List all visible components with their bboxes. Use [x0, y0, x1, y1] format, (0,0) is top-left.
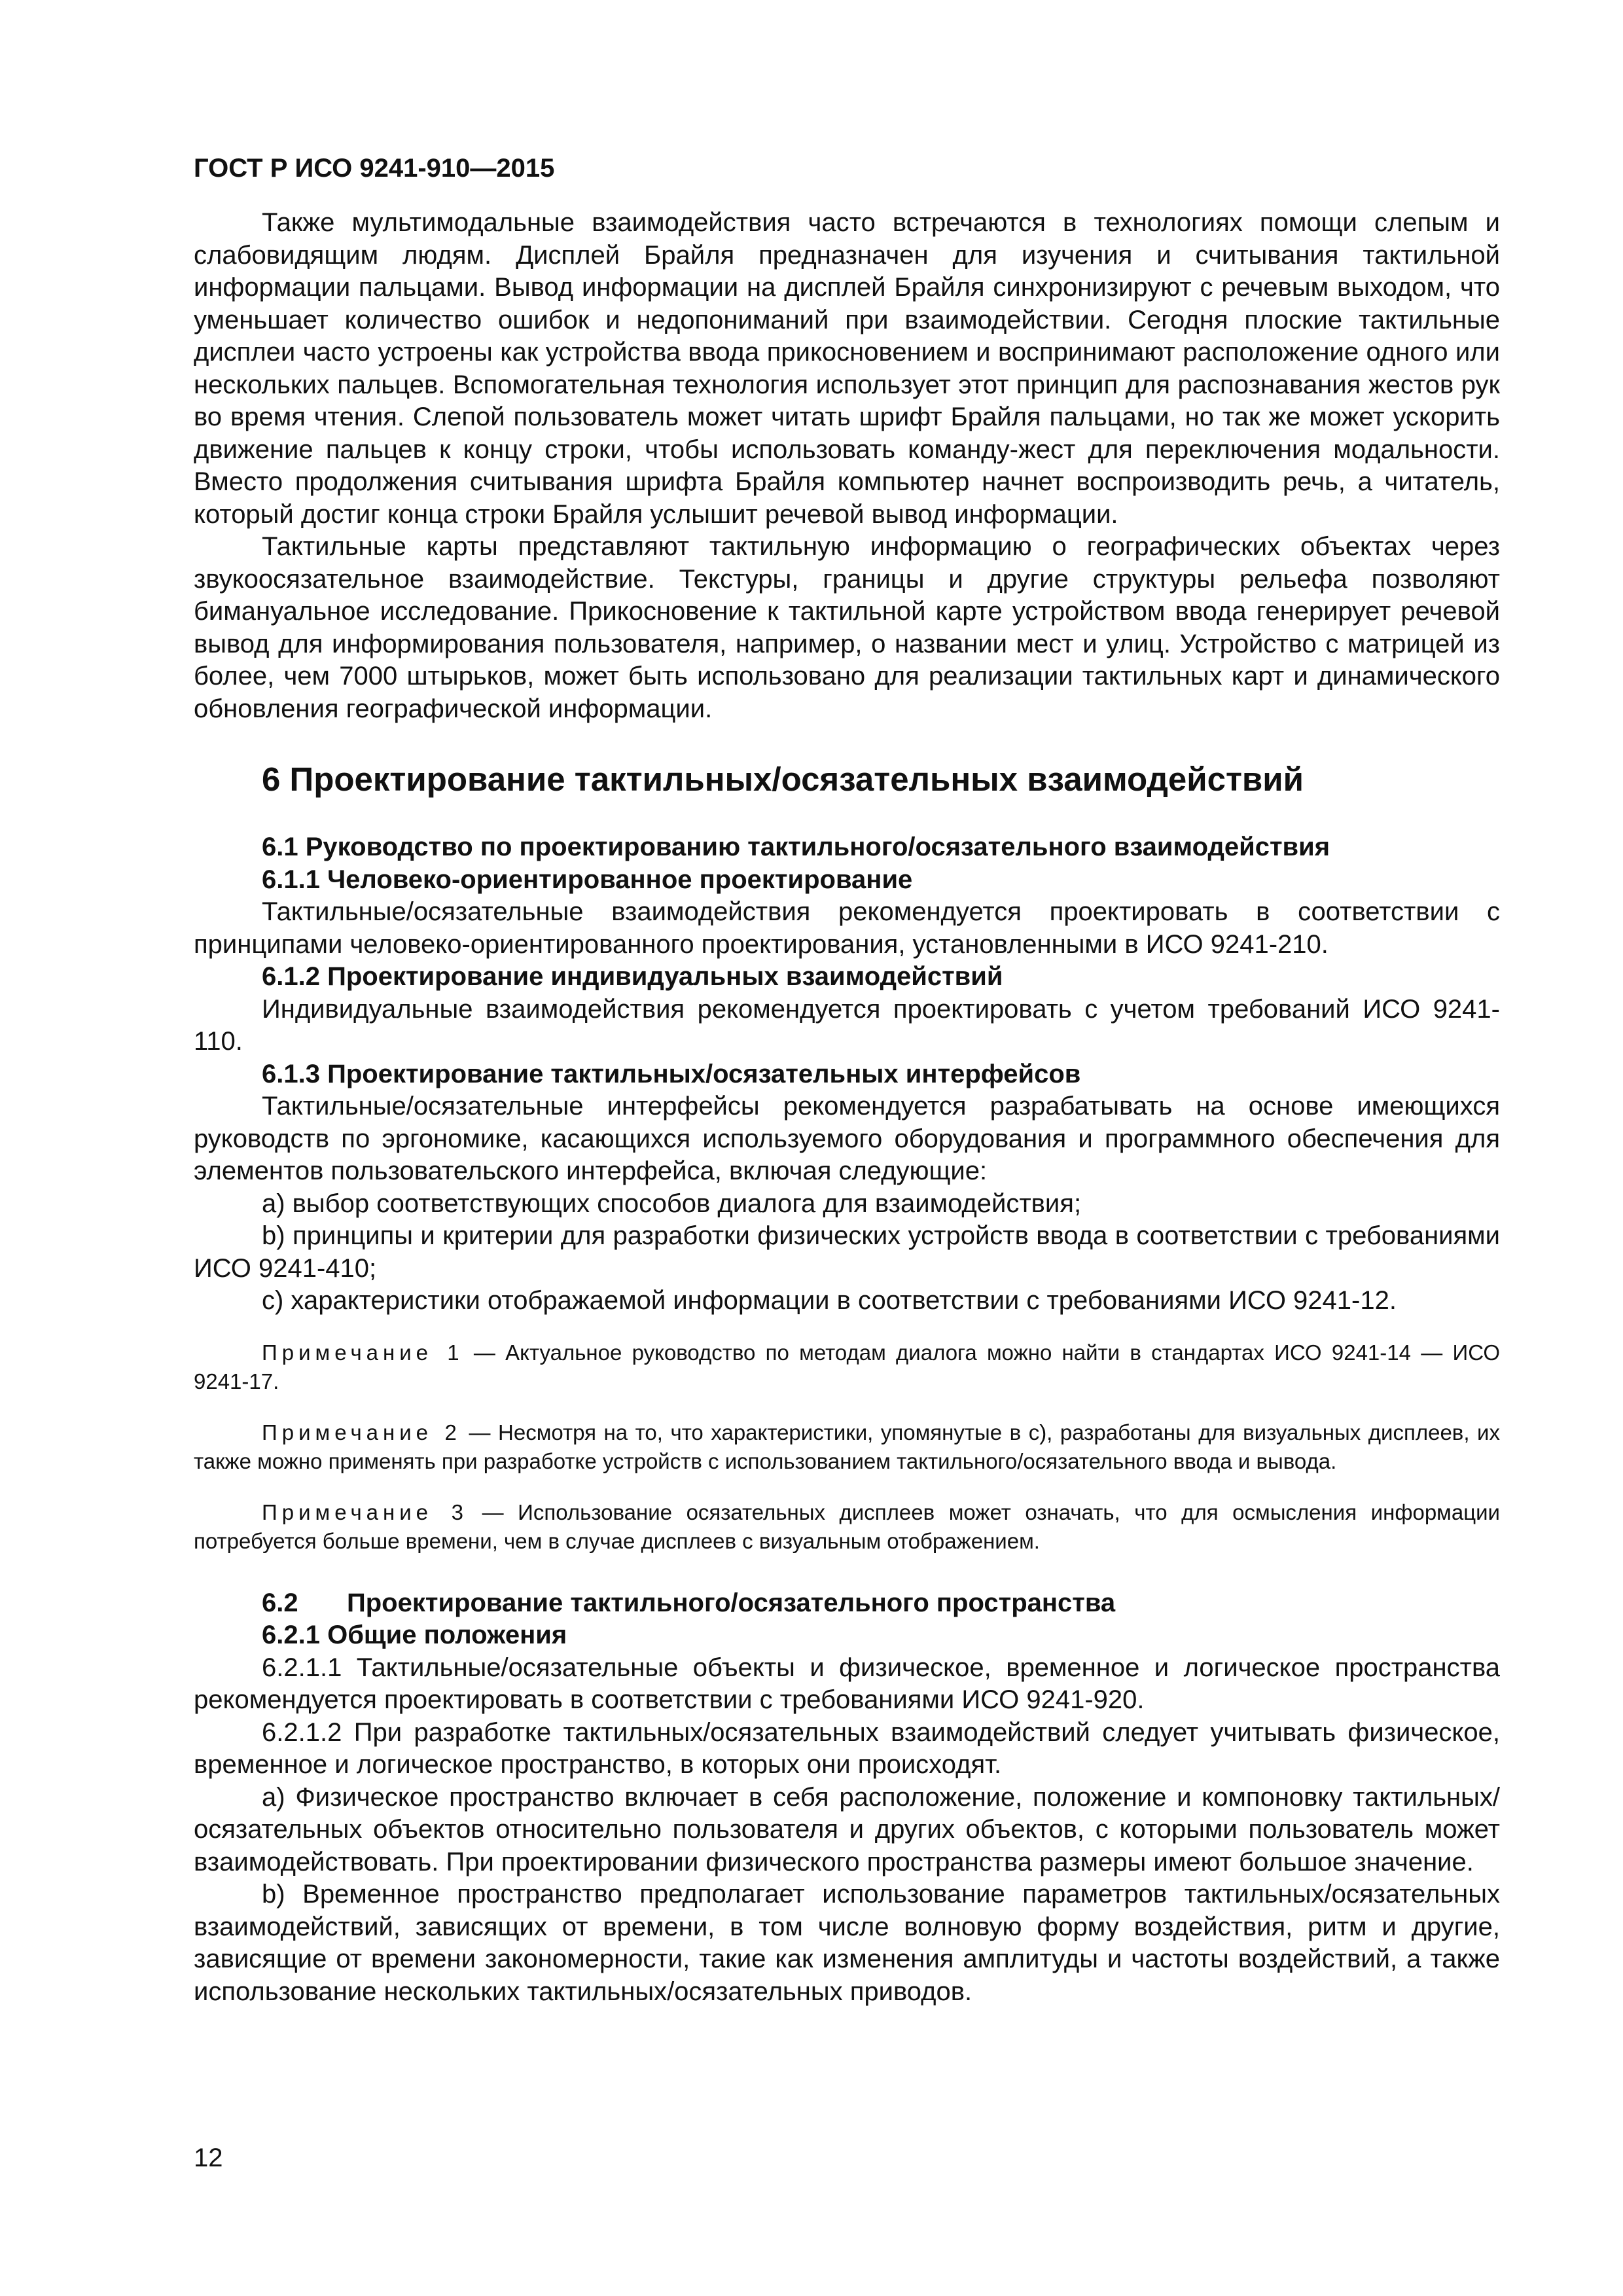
note-label: Примечание 1	[262, 1340, 464, 1365]
section-6-1-3-heading: 6.1.3 Проектирование тактильных/осязательных интерфейсов	[262, 1059, 1081, 1088]
list-item: c) характеристики отображаемой информации в соответствии с требованиями ИСО 9241-12.	[262, 1286, 1397, 1315]
paragraph: Тактильные/осязательные интерфейсы рекомендуется разрабатывать на основе имеющихся руководств по эргономике, касающихся используемого оборудования и программного обеспечения для элементов пользовательского интерфейса, включая следующие:	[194, 1092, 1500, 1185]
page-number: 12	[194, 2144, 223, 2172]
list-item: b) принципы и критерии для разработки физических устройств ввода в соответствии с требованиями ИСО 9241-410;	[194, 1221, 1500, 1283]
list-item: a) выбор соответствующих способов диалога для взаимодействия;	[262, 1189, 1082, 1218]
note	[194, 1418, 1500, 1476]
section-6-2-1-heading: 6.2.1 Общие положения	[262, 1621, 567, 1649]
list-item: b) Временное пространство предполагает использование параметров тактильных/осязательных взаимодействий, зависящих от времени, в том числе волновую форму воздействия, ритм и другие, зависящие от времени закономерности, такие как изменения амплитуды и частоты воздействий, а также использование нескольких тактильных/осязательных приводов.	[194, 1880, 1500, 2006]
note	[194, 1498, 1500, 1556]
list-item: a) Физическое пространство включает в себя расположение, положение и компоновку тактильных/осязательных объектов относительно пользователя и других объектов, с которыми пользователь может взаимодействовать. При проектировании физического пространства размеры имеют большое значение.	[194, 1782, 1500, 1876]
paragraph: Тактильные/осязательные взаимодействия рекомендуется проектировать в соответствии с принципами человеко-ориентированного проектирования, установленными в ИСО 9241-210.	[194, 897, 1500, 959]
section-6-1-2-heading: 6.1.2 Проектирование индивидуальных взаимодействий	[262, 962, 1003, 991]
document-header: ГОСТ Р ИСО 9241-910—2015	[194, 154, 555, 183]
paragraph: 6.2.1.1 Тактильные/осязательные объекты и физическое, временное и логическое пространства рекомендуется проектировать в соответствии с требованиями ИСО 9241-920.	[194, 1653, 1500, 1714]
section-number: 6.2	[262, 1588, 298, 1617]
section-6-title: 6 Проектирование тактильных/осязательных взаимодействий	[262, 761, 1304, 798]
paragraph: 6.2.1.2 При разработке тактильных/осязательных взаимодействий следует учитывать физическое, временное и логическое пространство, в которых они происходят.	[194, 1717, 1500, 1779]
section-title: Проектирование тактильного/осязательного пространства	[347, 1588, 1116, 1617]
paragraph: Индивидуальные взаимодействия рекомендуется проектировать с учетом требований ИСО 9241-110.	[194, 994, 1500, 1056]
note-text: — Актуальное руководство по методам диалога можно найти в стандартах ИСО 9241-14 — ИСО 9241-17.	[194, 1340, 1500, 1393]
spacer	[194, 1556, 1500, 1583]
paragraph: Также мультимодальные взаимодействия часто встречаются в технологиях помощи слепым и слабовидящим людям. Дисплей Брайля предназначен для изучения и считывания тактильной информации пальцами. Вывод информации на дисплей Брайля синхронизируют с речевым выходом, что уменьшает количество ошибок и недопониманий при взаимодействии. Сегодня плоские тактильные дисплеи часто устроены как устройства ввода прикосновением и воспринимают расположение одного или нескольких пальцев. Вспомогательная технология использует этот принцип для распознавания жестов рук во время чтения. Слепой пользователь может читать шрифт Брайля пальцами, но так же может ускорить движение пальцев к концу строки, чтобы использовать команду-жест для переключения модальности. Вместо продолжения считывания шрифта Брайля компьютер начнет воспроизводить речь, а читатель, который достиг конца строки Брайля услышит речевой вывод информации.	[194, 208, 1500, 529]
document-page	[194, 152, 1500, 2246]
paragraph: Тактильные карты представляют тактильную информацию о географических объектах через звукоосязательное взаимодействие. Текстуры, границы и другие структуры рельефа позволяют бимануальное исследование. Прикосновение к тактильной карте устройством ввода генерирует речевой вывод для информирования пользователя, например, о названии мест и улиц. Устройство с матрицей из более, чем 7000 штырьков, может быть использовано для реализации тактильных карт и динамического обновления географической информации.	[194, 532, 1500, 723]
note-label: Примечание 2	[262, 1420, 461, 1444]
section-6-1-1-heading: 6.1.1 Человеко-ориентированное проектирование	[262, 865, 913, 894]
section-6-1-heading: 6.1 Руководство по проектированию тактильного/осязательного взаимодействия	[262, 833, 1330, 861]
note	[194, 1338, 1500, 1396]
note-label: Примечание 3	[262, 1499, 468, 1524]
note-text: — Использование осязательных дисплеев может означать, что для осмысления информации потребуется больше времени, чем в случае дисплеев с визуальным отображением.	[194, 1499, 1500, 1553]
section-6-2-heading	[194, 1587, 1500, 1620]
note-text: — Несмотря на то, что характеристики, упомянутые в c), разработаны для визуальных дисплеев, их также можно применять при разработке устройств с использованием тактильного/осязательного ввода и вывода.	[194, 1420, 1500, 1473]
